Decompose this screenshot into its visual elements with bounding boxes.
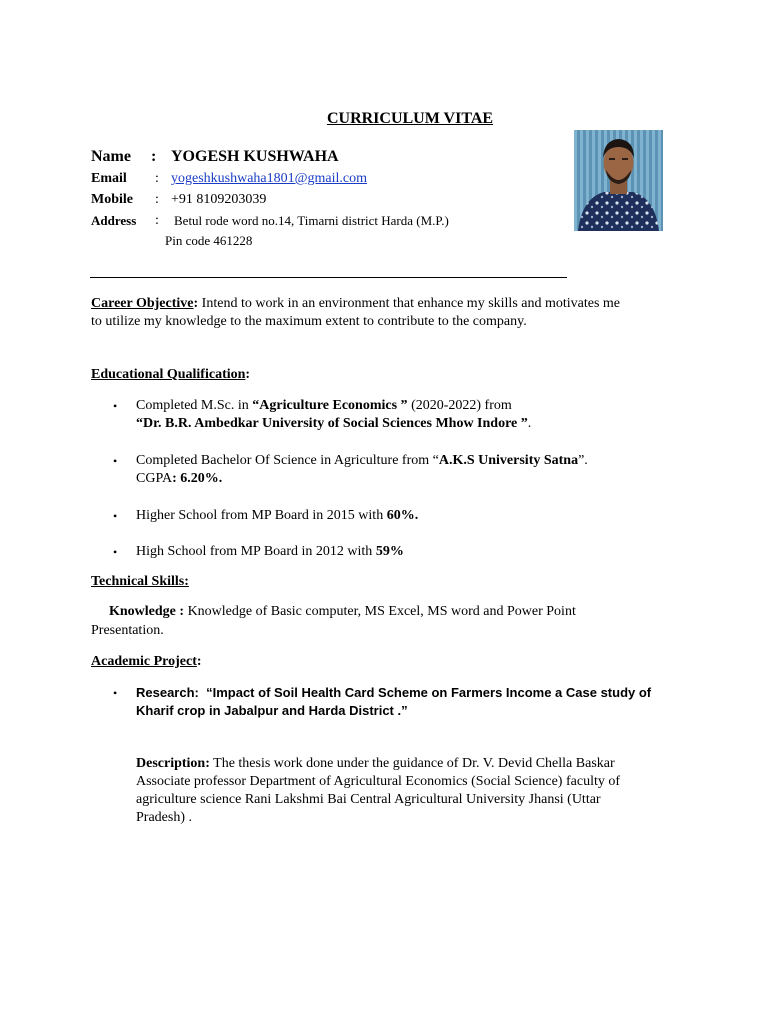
bullet-icon: • [113,454,118,468]
education-item-msc: • Completed M.Sc. in “Agriculture Economics ” (2020-2022) from “Dr. B.R. Ambedkar University of Social Sciences Mhow Indore ”. [113,398,532,431]
education-item-higher-school: • Higher School from MP Board in 2015 with 60%. [113,508,419,523]
address-line1: Betul rode word no.14, Timarni district Harda (M.P.) [174,213,449,228]
education-item-high-school: • High School from MP Board in 2012 with 59% [113,544,404,559]
knowledge-line1: Knowledge : Knowledge of Basic computer, MS Excel, MS word and Power Point [109,604,576,619]
knowledge-line2: Presentation. [91,623,164,638]
bullet-icon: • [113,686,118,700]
technical-heading: Technical Skills: [91,574,189,589]
name-value: YOGESH KUSHWAHA [171,148,339,165]
email-colon: : [155,171,159,186]
project-description: Description: The thesis work done under the guidance of Dr. V. Devid Chella Baskar Associate professor Department of Agricultural Economics (Social Science) faculty of agriculture science Rani Lakshmi Bai Central Agricultural University Jhansi (Uttar Pradesh) . [136,756,621,825]
career-text-line2: to utilize my knowledge to the maximum extent to contribute to the company. [91,314,527,329]
address-colon: : [155,213,159,228]
email-label: Email [91,171,127,186]
email-link[interactable]: yogeshkushwaha1801@gmail.com [171,171,368,186]
mobile-value: +91 8109203039 [171,192,267,207]
bullet-icon: • [113,399,118,413]
bullet-icon: • [113,509,118,523]
name-colon: : [151,148,157,165]
address-line2: Pin code 461228 [165,233,253,248]
mobile-label: Mobile [91,192,133,207]
cv-title: CURRICULUM VITAE [326,110,494,127]
career-text-line1: Intend to work in an environment that enhance my skills and motivates me [201,296,621,311]
education-heading: Educational Qualification: [91,367,251,382]
address-label: Address [91,213,137,228]
bullet-icon: • [113,545,118,559]
profile-photo [574,130,663,231]
career-objective: Career Objective: Intend to work in an environment that enhance my skills and motivates me [91,296,621,311]
research-item: • Research: “Impact of Soil Health Card Scheme on Farmers Income a Case study of Kharif crop in Jabalpur and Harda District .” [113,685,652,718]
name-label: Name [91,148,131,165]
project-heading: Academic Project: [91,654,202,669]
mobile-colon: : [155,192,159,207]
career-heading: Career Objective [91,296,194,311]
section-divider [90,277,567,278]
education-item-bsc: • Completed Bachelor Of Science in Agriculture from “A.K.S University Satna”. CGPA: 6.20%. [113,453,588,486]
